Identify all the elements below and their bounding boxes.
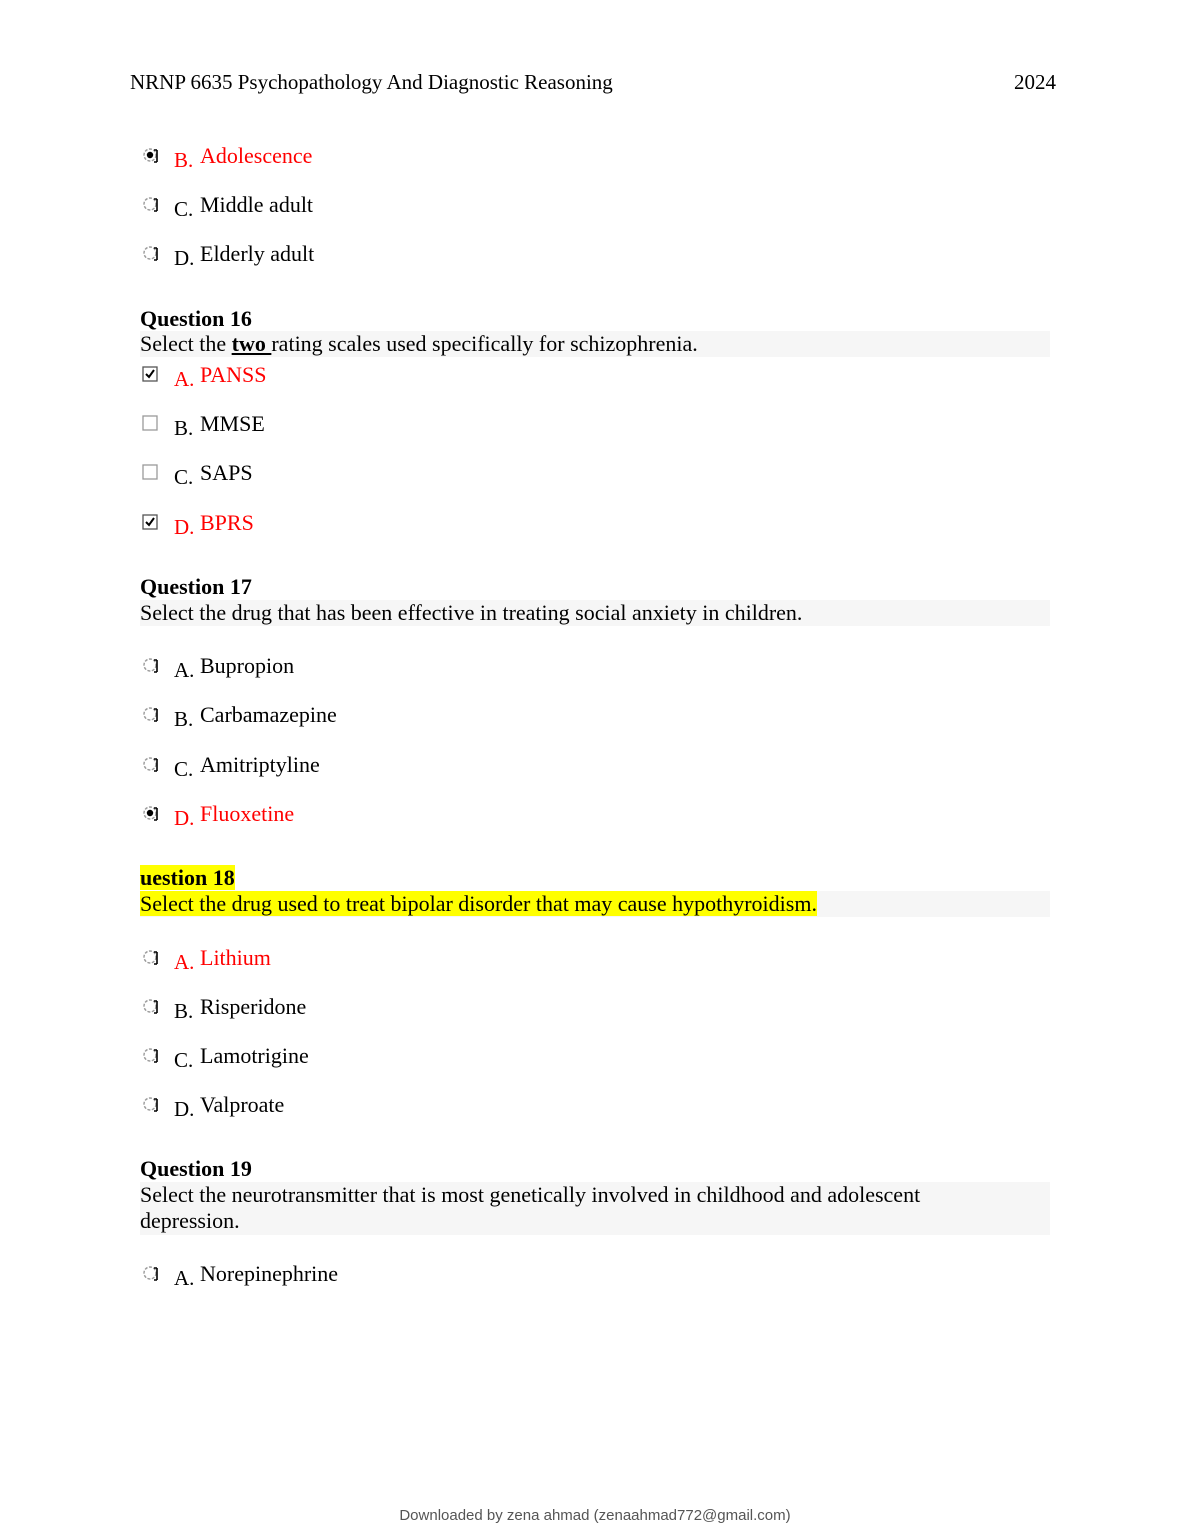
option-letter: D. xyxy=(174,246,195,270)
option-text: Carbamazepine xyxy=(200,702,337,727)
prompt-emphasis: two xyxy=(231,331,272,356)
radio-icon[interactable] xyxy=(142,1265,158,1281)
q19-prompt-line1: Select the neurotransmitter that is most genetically involved in childhood and adolescent xyxy=(140,1182,921,1207)
page-header-year: 2024 xyxy=(1014,70,1056,94)
q17-prompt: Select the drug that has been effective in treating social anxiety in children. xyxy=(140,600,803,625)
option-text: Middle adult xyxy=(200,192,314,217)
q19-prompt-box xyxy=(140,1182,1050,1235)
option-letter: B. xyxy=(174,416,194,440)
page-header-title: NRNP 6635 Psychopathology And Diagnostic Reasoning xyxy=(130,70,613,94)
option-letter: D. xyxy=(174,1097,195,1121)
option-letter: C. xyxy=(174,197,194,221)
q18-title xyxy=(140,865,235,891)
q16-title: Question 16 xyxy=(140,306,252,331)
option-text: Lamotrigine xyxy=(200,1043,309,1068)
checkbox-icon[interactable] xyxy=(142,464,158,480)
option-text: Bupropion xyxy=(200,653,295,678)
option-text: Fluoxetine xyxy=(200,801,295,826)
radio-selected-icon[interactable] xyxy=(142,805,158,821)
option-text: Norepinephrine xyxy=(200,1261,339,1286)
option-letter: B. xyxy=(174,999,194,1023)
q18-prompt-box xyxy=(140,891,1050,917)
option-letter: A. xyxy=(174,950,195,974)
radio-icon[interactable] xyxy=(142,657,158,673)
radio-selected-icon[interactable] xyxy=(142,147,158,163)
option-text: Adolescence xyxy=(200,143,313,168)
option-text: MMSE xyxy=(200,411,265,436)
option-text: Elderly adult xyxy=(200,241,315,266)
q16-prompt-box xyxy=(140,331,1050,357)
radio-icon[interactable] xyxy=(142,998,158,1014)
q18-prompt xyxy=(140,891,1050,917)
q19-title: Question 19 xyxy=(140,1156,252,1181)
radio-icon[interactable] xyxy=(142,1047,158,1063)
option-letter: A. xyxy=(174,1266,195,1290)
option-text: Amitriptyline xyxy=(200,752,320,777)
q17-prompt-box xyxy=(140,600,1050,626)
prompt-text: Select the xyxy=(140,331,232,356)
option-letter: B. xyxy=(174,148,194,172)
radio-icon[interactable] xyxy=(142,196,158,212)
checkbox-icon[interactable] xyxy=(142,415,158,431)
q16-prompt xyxy=(140,331,1050,357)
download-footer: Downloaded by zena ahmad (zenaahmad772@gmail.com) xyxy=(399,1507,791,1524)
radio-icon[interactable] xyxy=(142,949,158,965)
option-text: PANSS xyxy=(200,362,267,387)
option-text: Valproate xyxy=(200,1092,285,1117)
radio-icon[interactable] xyxy=(142,706,158,722)
prompt-text: rating scales used specifically for schizophrenia. xyxy=(271,331,698,356)
option-letter: D. xyxy=(174,806,195,830)
q17-title: Question 17 xyxy=(140,574,252,599)
option-text: Risperidone xyxy=(200,994,307,1019)
option-letter: D. xyxy=(174,515,195,539)
q19-prompt-line2: depression. xyxy=(140,1208,240,1233)
option-letter: B. xyxy=(174,707,194,731)
highlighted-prompt: Select the drug used to treat bipolar disorder that may cause hypothyroidism. xyxy=(140,891,817,916)
option-letter: A. xyxy=(174,658,195,682)
option-text: Lithium xyxy=(200,945,271,970)
option-letter: C. xyxy=(174,465,194,489)
radio-icon[interactable] xyxy=(142,245,158,261)
option-text: SAPS xyxy=(200,460,253,485)
radio-icon[interactable] xyxy=(142,1096,158,1112)
option-letter: C. xyxy=(174,1048,194,1072)
option-letter: A. xyxy=(174,367,195,391)
checkbox-checked-icon[interactable] xyxy=(142,366,158,382)
highlighted-title: uestion 18 xyxy=(140,865,235,890)
option-letter: C. xyxy=(174,757,194,781)
option-text: BPRS xyxy=(200,510,254,535)
checkbox-checked-icon[interactable] xyxy=(142,514,158,530)
radio-icon[interactable] xyxy=(142,756,158,772)
